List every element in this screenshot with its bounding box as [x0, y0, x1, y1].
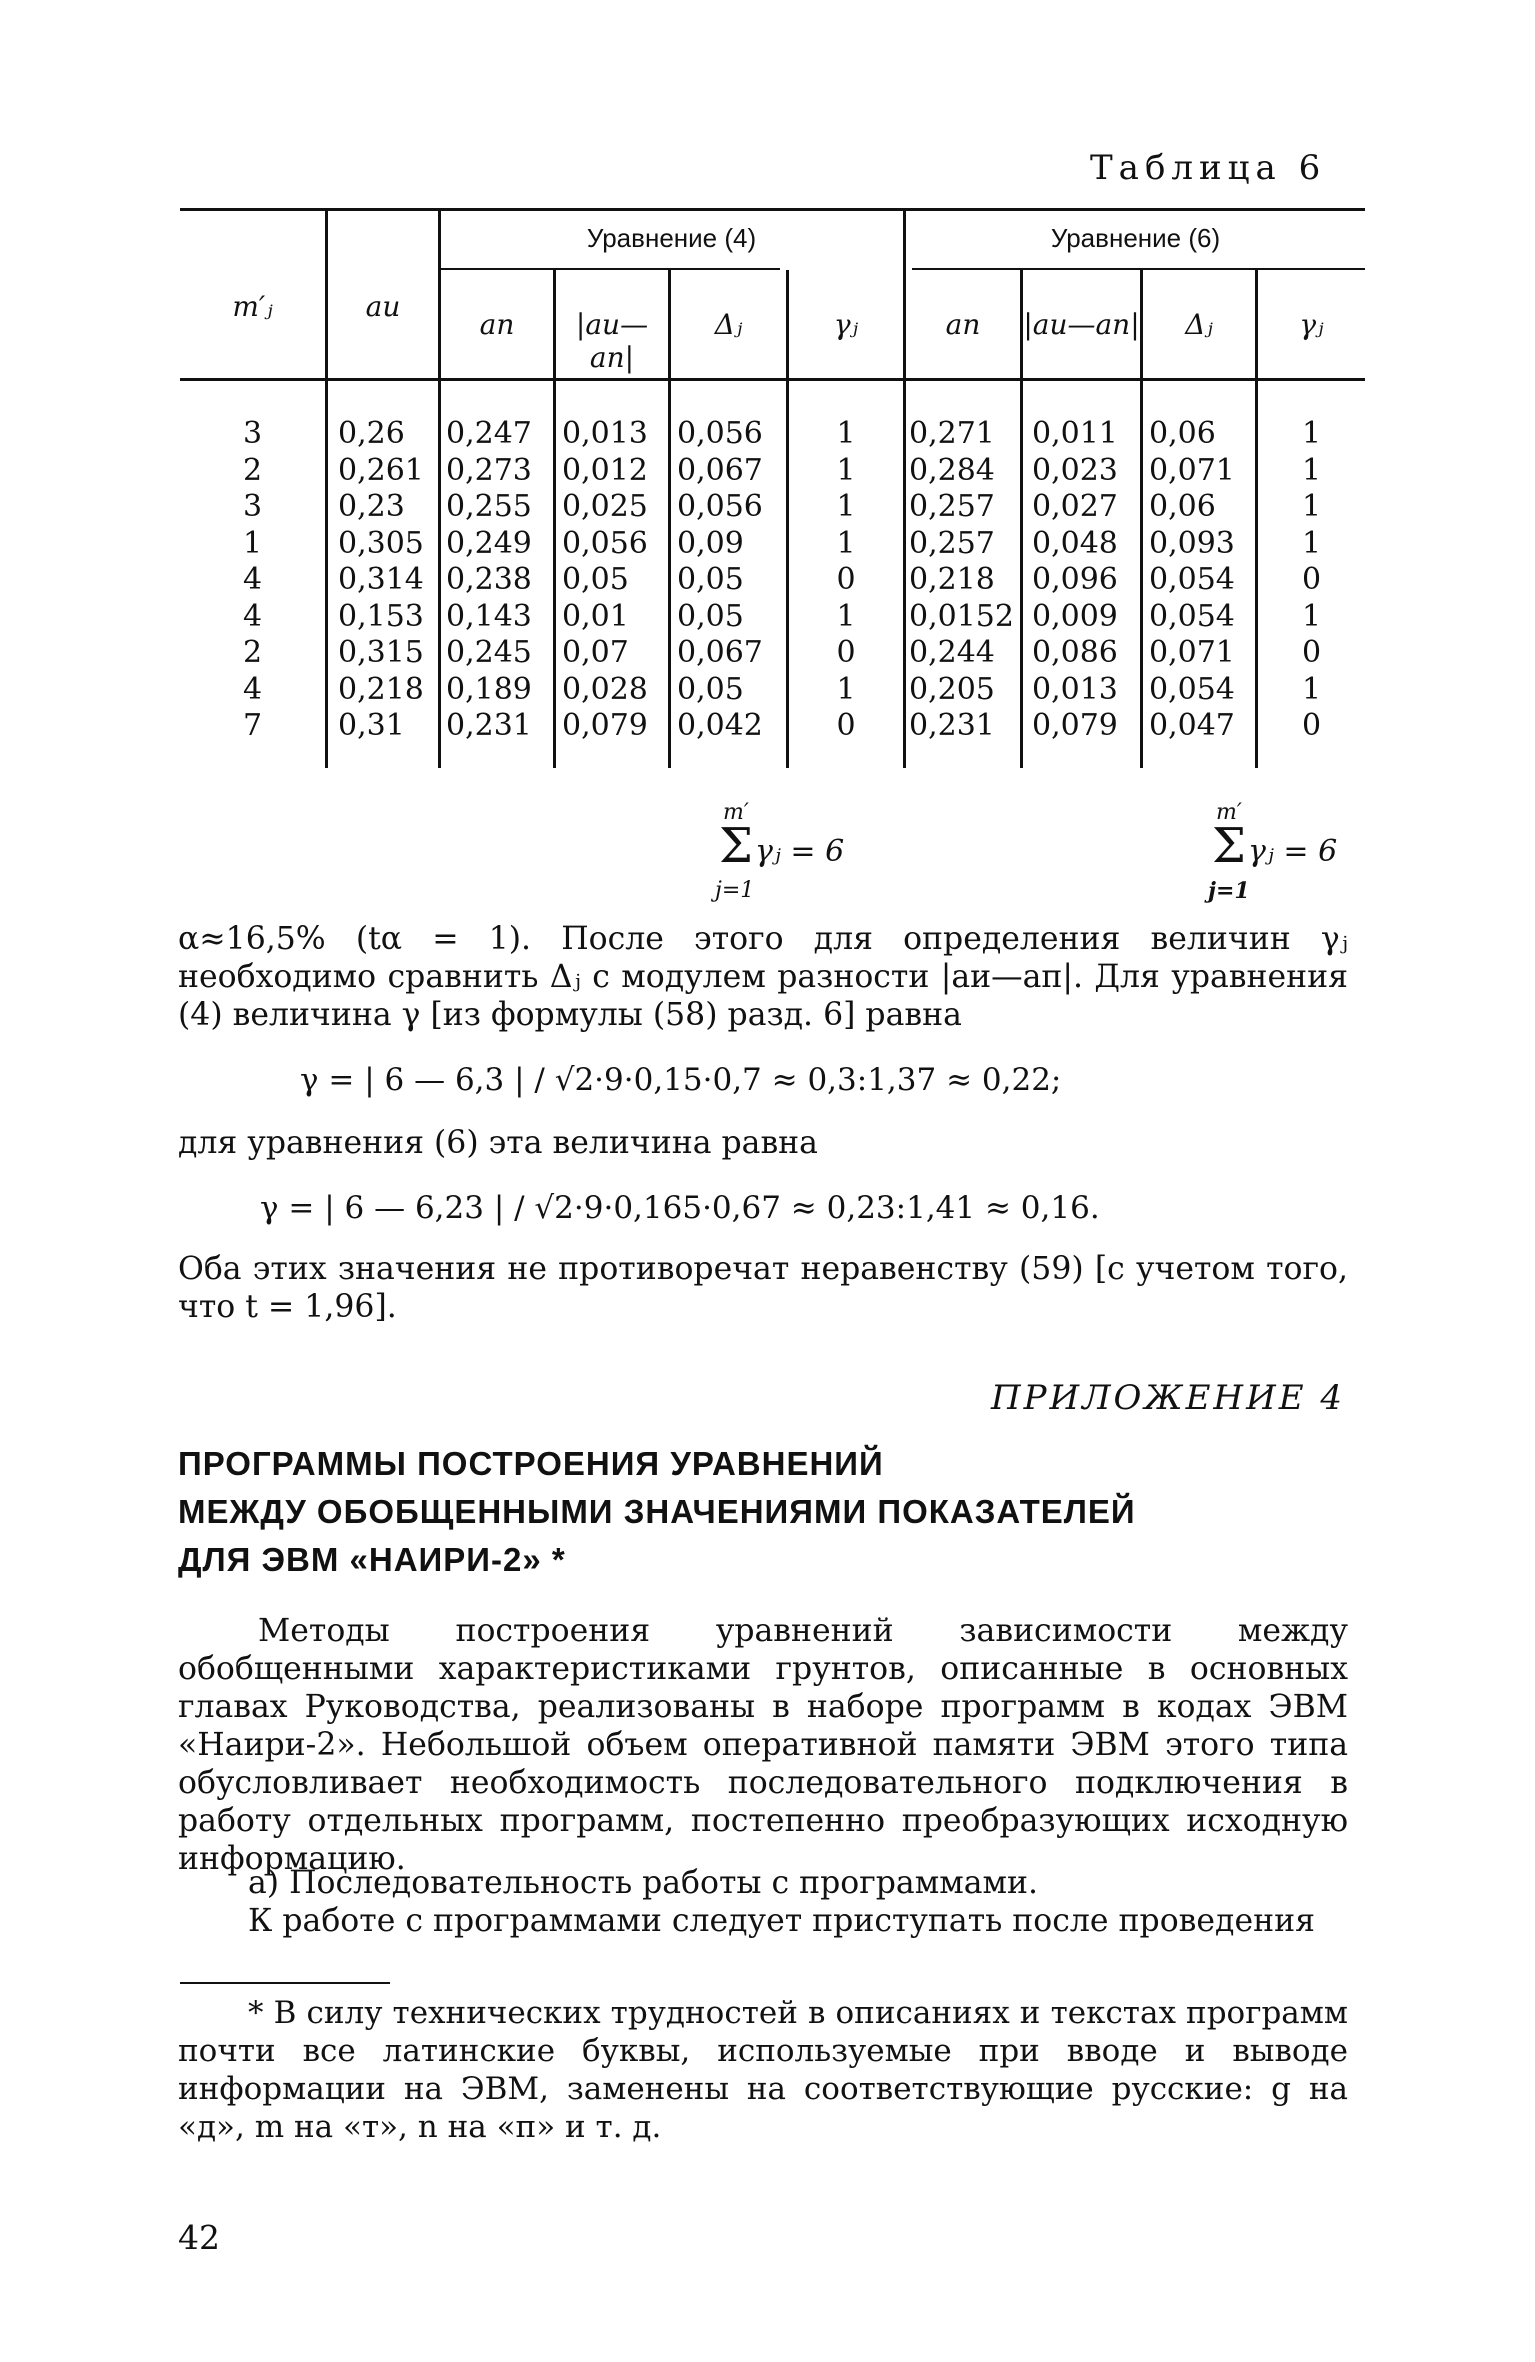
cell-eq4-diff: 0,013	[562, 416, 648, 451]
cell-eq6-delta: 0,093	[1149, 525, 1235, 561]
sum6-expr: γⱼ = 6	[1248, 834, 1338, 869]
cell-ai: 0,261	[338, 452, 424, 488]
sum4-upper: m′	[723, 800, 749, 825]
title-line-3: ДЛЯ ЭВМ «НАИРИ-2» *	[178, 1541, 566, 1578]
cell-ai: 0,305	[338, 525, 424, 561]
header-ai: aи	[365, 290, 401, 323]
page-number: 42	[178, 2218, 220, 2257]
header4-delta: Δⱼ	[714, 308, 743, 341]
cell-eq6-delta: 0,071	[1149, 452, 1235, 488]
sum6-lower: j=1	[1208, 878, 1250, 904]
header6-delta: Δⱼ	[1185, 308, 1213, 341]
header6-diff: |aи—aп|	[1023, 308, 1140, 341]
cell-eq6-delta: 0,054	[1149, 562, 1235, 597]
paragraph-conclusion: Оба этих значения не противоречат неравенству (59) [с учетом того, что t = 1,96].	[178, 1251, 1348, 1325]
appendix-title	[178, 1440, 1358, 1584]
cell-eq4-diff: 0,079	[562, 708, 648, 743]
cell-eq4-gamma: 0	[836, 562, 856, 597]
cell-m: 7	[242, 708, 263, 743]
paragraph-eq6-intro: для уравнения (6) эта величина равна	[178, 1125, 818, 1161]
cell-eq4-diff: 0,025	[562, 489, 648, 524]
cell-eq6-diff: 0,096	[1032, 562, 1118, 597]
sum4-expr: γⱼ = 6	[755, 834, 845, 869]
cell-eq6-diff: 0,023	[1032, 452, 1118, 488]
cell-eq4-ap: 0,273	[446, 452, 532, 488]
cell-eq4-gamma: 1	[836, 525, 856, 561]
vline-2	[438, 208, 441, 768]
cell-eq4-ap: 0,238	[446, 562, 532, 597]
header4-diff: |aи—aп|	[575, 308, 649, 374]
cell-eq6-gamma: 1	[1301, 598, 1322, 634]
sum-eq6	[1208, 800, 1378, 910]
paragraph-methods: Методы построения уравнений зависимости между обобщенными характеристиками грунтов, описанные в основных главах Руководства, реализованы в наборе программ в кодах ЭВМ «Наири-2». Небольшой объем оперативной памяти ЭВМ этого типа обусловливает необходимость последовательного подключения в работу отдельных программ, постепенно преобразующих исходную информацию.	[178, 1613, 1348, 1877]
cell-eq4-diff: 0,05	[562, 562, 629, 597]
cell-m: 3	[242, 489, 263, 524]
column-m	[180, 416, 325, 745]
cell-ai: 0,314	[338, 562, 424, 597]
footnote-rule	[180, 1982, 390, 1984]
footnote: * В силу технических трудностей в описаниях и текстах программ почти все латинские буквы, используемые при вводе и выводе информации на ЭВМ, заменены на соответствующие русские: g на «д», m на «т», n на «п» и т. д.	[178, 1995, 1348, 2145]
cell-eq4-delta: 0,056	[677, 489, 763, 524]
cell-eq6-gamma: 0	[1301, 635, 1322, 670]
column-eq4-gamma	[789, 416, 903, 745]
title-line-1: ПРОГРАММЫ ПОСТРОЕНИЯ УРАВНЕНИЙ	[178, 1445, 884, 1482]
column-eq4-ap	[446, 416, 553, 745]
cell-eq4-delta: 0,056	[677, 416, 763, 451]
column-eq6-diff	[1032, 416, 1140, 745]
header-group6: Уравнение (6)	[1050, 223, 1221, 253]
cell-eq4-diff: 0,028	[562, 671, 648, 707]
cell-ai: 0,315	[338, 635, 424, 670]
cell-eq6-gamma: 0	[1301, 708, 1322, 743]
cell-m: 1	[242, 525, 263, 561]
cell-eq6-ap: 0,257	[909, 489, 995, 524]
cell-m: 2	[242, 452, 263, 488]
cell-eq6-gamma: 0	[1301, 562, 1322, 597]
header6-ap: aп	[945, 308, 981, 341]
cell-eq6-delta: 0,054	[1149, 671, 1235, 707]
cell-eq6-diff: 0,079	[1032, 708, 1118, 743]
cell-eq6-ap: 0,271	[909, 416, 995, 451]
cell-eq6-diff: 0,013	[1032, 671, 1118, 707]
appendix-label: ПРИЛОЖЕНИЕ 4	[990, 1378, 1345, 1418]
paragraph-alpha: α≈16,5% (tα = 1). После этого для определения величин γⱼ необходимо сравнить Δⱼ с модулем разности |aи—aп|. Для уравнения (4) величина γ [из формулы (58) разд. 6] равна	[178, 921, 1348, 1033]
cell-m: 4	[242, 671, 263, 707]
vline-4	[668, 270, 671, 768]
cell-eq4-delta: 0,05	[677, 671, 744, 707]
cell-eq6-ap: 0,244	[909, 635, 995, 670]
cell-eq4-diff: 0,056	[562, 525, 648, 561]
cell-eq4-diff: 0,07	[562, 635, 629, 670]
column-eq4-diff	[562, 416, 668, 745]
column-eq6-delta	[1149, 416, 1255, 745]
cell-ai: 0,23	[338, 489, 405, 524]
cell-eq6-gamma: 1	[1301, 452, 1322, 488]
cell-eq6-ap: 0,218	[909, 562, 995, 597]
cell-eq4-delta: 0,042	[677, 708, 763, 743]
paragraph-sequence: а) Последовательность работы с программами.	[248, 1865, 1039, 1901]
group4-rule	[440, 268, 780, 270]
cell-eq4-ap: 0,255	[446, 489, 532, 524]
sum6-upper: m′	[1216, 800, 1242, 825]
cell-eq4-ap: 0,189	[446, 671, 532, 707]
cell-eq4-gamma: 1	[836, 452, 856, 488]
cell-eq4-delta: 0,05	[677, 562, 744, 597]
cell-ai: 0,218	[338, 671, 424, 707]
vline-7	[1020, 270, 1023, 768]
sum4-lower: j=1	[715, 878, 755, 903]
table-caption: Таблица 6	[1090, 148, 1327, 188]
cell-eq4-diff: 0,01	[562, 598, 629, 634]
cell-eq4-gamma: 1	[836, 598, 856, 634]
column-eq6-gamma	[1258, 416, 1365, 745]
cell-eq4-gamma: 1	[836, 489, 856, 524]
cell-eq6-ap: 0,284	[909, 452, 995, 488]
table-top-rule	[180, 208, 1365, 211]
column-eq4-delta	[677, 416, 786, 745]
cell-eq6-diff: 0,048	[1032, 525, 1118, 561]
header-group4: Уравнение (4)	[586, 223, 757, 253]
formula-eq4: γ = | 6 — 6,3 | / √2·9·0,15·0,7 ≈ 0,3:1,37 ≈ 0,22;	[300, 1062, 1062, 1098]
header6-gamma: γⱼ	[1299, 308, 1324, 341]
cell-eq4-delta: 0,09	[677, 525, 744, 561]
cell-eq4-delta: 0,05	[677, 598, 744, 634]
vline-8	[1140, 270, 1143, 768]
cell-eq6-delta: 0,054	[1149, 598, 1235, 634]
cell-eq6-ap: 0,231	[909, 708, 995, 743]
column-eq6-ap	[909, 416, 1020, 745]
sum-eq4	[715, 800, 915, 910]
cell-eq6-diff: 0,086	[1032, 635, 1118, 670]
sum6-sigma: Σ	[1212, 818, 1246, 874]
cell-eq6-ap: 0,205	[909, 671, 995, 707]
header4-ap: aп	[479, 308, 515, 341]
cell-eq4-ap: 0,249	[446, 525, 532, 561]
header-bottom-rule	[180, 378, 1365, 381]
cell-eq4-ap: 0,143	[446, 598, 532, 634]
header4-gamma: γⱼ	[833, 308, 859, 341]
cell-eq4-gamma: 0	[836, 708, 856, 743]
cell-eq6-gamma: 1	[1301, 525, 1322, 561]
cell-eq6-diff: 0,027	[1032, 489, 1118, 524]
cell-eq6-ap: 0,0152	[909, 598, 1014, 634]
data-table	[180, 208, 1365, 768]
cell-eq6-gamma: 1	[1301, 416, 1322, 451]
cell-m: 2	[242, 635, 263, 670]
cell-eq4-gamma: 1	[836, 671, 856, 707]
cell-ai: 0,153	[338, 598, 424, 634]
sum4-sigma: Σ	[719, 818, 753, 874]
cell-eq4-ap: 0,231	[446, 708, 532, 743]
cell-eq6-gamma: 1	[1301, 671, 1322, 707]
cell-m: 4	[242, 598, 263, 634]
column-ai	[338, 416, 438, 745]
cell-eq6-delta: 0,047	[1149, 708, 1235, 743]
group6-rule	[912, 268, 1365, 270]
cell-eq4-delta: 0,067	[677, 452, 763, 488]
cell-eq6-delta: 0,06	[1149, 489, 1216, 524]
cell-eq4-ap: 0,247	[446, 416, 532, 451]
cell-ai: 0,26	[338, 416, 405, 451]
cell-eq4-gamma: 1	[836, 416, 856, 451]
vline-6	[903, 208, 906, 768]
title-line-2: МЕЖДУ ОБОБЩЕННЫМИ ЗНАЧЕНИЯМИ ПОКАЗАТЕЛЕЙ	[178, 1493, 1136, 1530]
cell-m: 4	[242, 562, 263, 597]
cell-eq4-gamma: 0	[836, 635, 856, 670]
cell-eq6-diff: 0,011	[1032, 416, 1118, 451]
cell-eq4-delta: 0,067	[677, 635, 763, 670]
cell-eq6-delta: 0,071	[1149, 635, 1235, 670]
formula-eq6: γ = | 6 — 6,23 | / √2·9·0,165·0,67 ≈ 0,23:1,41 ≈ 0,16.	[260, 1190, 1100, 1226]
cell-m: 3	[242, 416, 263, 451]
cell-eq4-ap: 0,245	[446, 635, 532, 670]
cell-ai: 0,31	[338, 708, 405, 743]
cell-eq6-delta: 0,06	[1149, 416, 1216, 451]
cell-eq4-diff: 0,012	[562, 452, 648, 488]
paragraph-start: К работе с программами следует приступать после проведения	[248, 1903, 1315, 1939]
cell-eq6-gamma: 1	[1301, 489, 1322, 524]
header-m: m′ⱼ	[232, 290, 273, 323]
cell-eq6-ap: 0,257	[909, 525, 995, 561]
cell-eq6-diff: 0,009	[1032, 598, 1118, 634]
